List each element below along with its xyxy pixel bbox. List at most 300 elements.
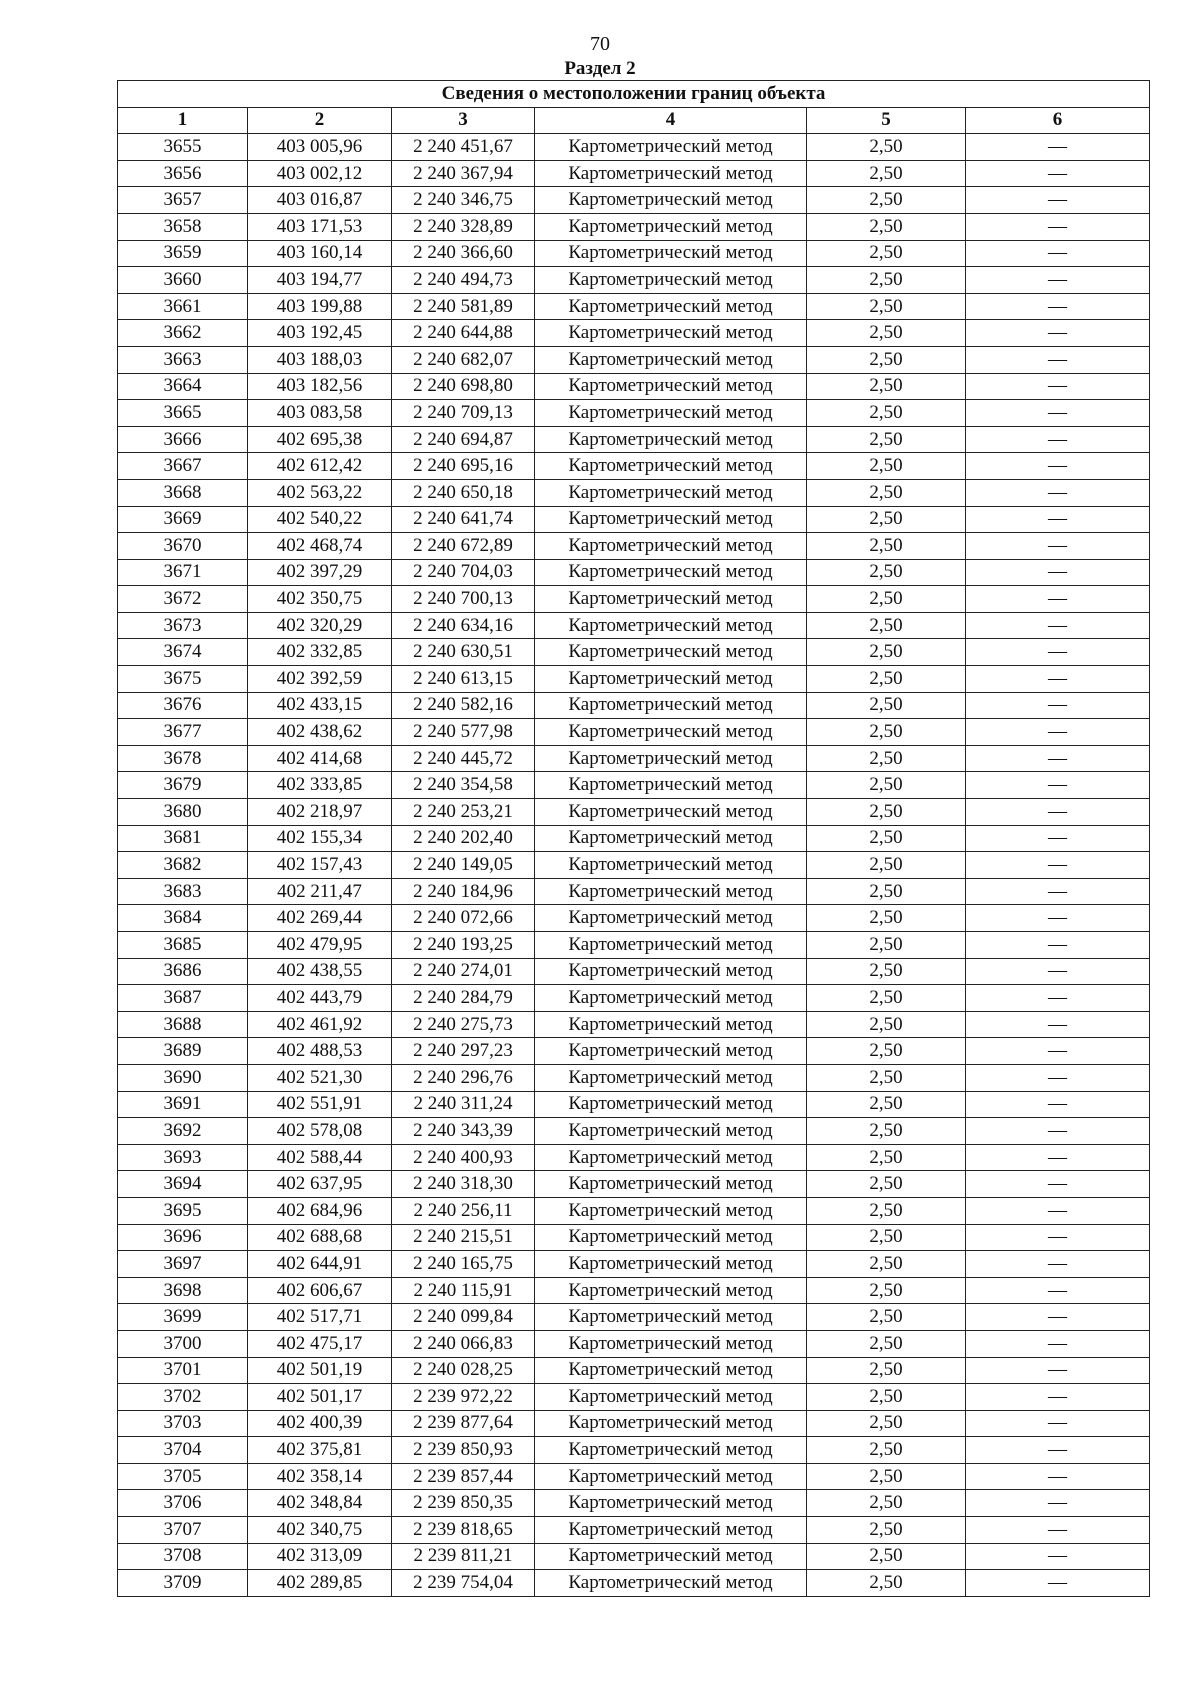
point-number-cell: 3660 <box>118 267 248 294</box>
note-cell: — <box>966 1410 1150 1437</box>
table-row <box>118 1490 1150 1517</box>
accuracy-cell: 2,50 <box>807 799 966 826</box>
note-cell: — <box>966 1224 1150 1251</box>
coord-x-cell: 402 606,67 <box>248 1277 392 1304</box>
point-number-cell: 3697 <box>118 1251 248 1278</box>
accuracy-cell: 2,50 <box>807 1490 966 1517</box>
coord-x-cell: 402 517,71 <box>248 1304 392 1331</box>
table-row <box>118 958 1150 985</box>
method-cell: Картометрический метод <box>535 1330 807 1357</box>
coord-x-cell: 402 358,14 <box>248 1463 392 1490</box>
accuracy-cell: 2,50 <box>807 932 966 959</box>
point-number-cell: 3665 <box>118 400 248 427</box>
note-cell: — <box>966 825 1150 852</box>
method-cell: Картометрический метод <box>535 1038 807 1065</box>
coord-x-cell: 402 488,53 <box>248 1038 392 1065</box>
accuracy-cell: 2,50 <box>807 772 966 799</box>
coord-y-cell: 2 240 296,76 <box>392 1064 535 1091</box>
accuracy-cell: 2,50 <box>807 533 966 560</box>
table-row <box>118 852 1150 879</box>
accuracy-cell: 2,50 <box>807 719 966 746</box>
accuracy-cell: 2,50 <box>807 878 966 905</box>
method-cell: Картометрический метод <box>535 1517 807 1544</box>
point-number-cell: 3661 <box>118 293 248 320</box>
table-row <box>118 1357 1150 1384</box>
coord-y-cell: 2 239 850,93 <box>392 1437 535 1464</box>
coordinates-table <box>117 80 1150 1597</box>
note-cell: — <box>966 346 1150 373</box>
coord-y-cell: 2 239 811,21 <box>392 1543 535 1570</box>
table-caption-row <box>118 81 1150 108</box>
coord-x-cell: 402 443,79 <box>248 985 392 1012</box>
table-row <box>118 1463 1150 1490</box>
coord-y-cell: 2 240 202,40 <box>392 825 535 852</box>
table-row <box>118 1517 1150 1544</box>
accuracy-cell: 2,50 <box>807 1144 966 1171</box>
coord-x-cell: 403 188,03 <box>248 346 392 373</box>
method-cell: Картометрический метод <box>535 559 807 586</box>
table-row <box>118 1064 1150 1091</box>
method-cell: Картометрический метод <box>535 1118 807 1145</box>
coord-x-cell: 402 211,47 <box>248 878 392 905</box>
note-cell: — <box>966 1384 1150 1411</box>
method-cell: Картометрический метод <box>535 373 807 400</box>
accuracy-cell: 2,50 <box>807 1091 966 1118</box>
coord-y-cell: 2 240 672,89 <box>392 533 535 560</box>
table-caption: Сведения о местоположении границ объекта <box>118 81 1150 108</box>
column-header-3: 3 <box>392 107 535 134</box>
note-cell: — <box>966 1463 1150 1490</box>
coord-y-cell: 2 240 099,84 <box>392 1304 535 1331</box>
table-row <box>118 1410 1150 1437</box>
note-cell: — <box>966 533 1150 560</box>
point-number-cell: 3698 <box>118 1277 248 1304</box>
table-row <box>118 1543 1150 1570</box>
table-row <box>118 506 1150 533</box>
accuracy-cell: 2,50 <box>807 1171 966 1198</box>
method-cell: Картометрический метод <box>535 586 807 613</box>
column-header-2: 2 <box>248 107 392 134</box>
coord-x-cell: 403 182,56 <box>248 373 392 400</box>
note-cell: — <box>966 1490 1150 1517</box>
method-cell: Картометрический метод <box>535 1357 807 1384</box>
coord-y-cell: 2 240 354,58 <box>392 772 535 799</box>
note-cell: — <box>966 1171 1150 1198</box>
point-number-cell: 3680 <box>118 799 248 826</box>
coord-y-cell: 2 240 577,98 <box>392 719 535 746</box>
accuracy-cell: 2,50 <box>807 479 966 506</box>
coord-y-cell: 2 240 700,13 <box>392 586 535 613</box>
method-cell: Картометрический метод <box>535 1144 807 1171</box>
note-cell: — <box>966 958 1150 985</box>
table-row <box>118 1570 1150 1597</box>
note-cell: — <box>966 134 1150 161</box>
method-cell: Картометрический метод <box>535 692 807 719</box>
coord-x-cell: 402 433,15 <box>248 692 392 719</box>
accuracy-cell: 2,50 <box>807 346 966 373</box>
note-cell: — <box>966 1144 1150 1171</box>
table-row <box>118 639 1150 666</box>
coord-x-cell: 402 612,42 <box>248 453 392 480</box>
coord-y-cell: 2 240 346,75 <box>392 187 535 214</box>
note-cell: — <box>966 1517 1150 1544</box>
coord-y-cell: 2 240 366,60 <box>392 240 535 267</box>
method-cell: Картометрический метод <box>535 825 807 852</box>
table-row <box>118 1171 1150 1198</box>
method-cell: Картометрический метод <box>535 506 807 533</box>
method-cell: Картометрический метод <box>535 1570 807 1597</box>
coord-x-cell: 403 192,45 <box>248 320 392 347</box>
point-number-cell: 3678 <box>118 745 248 772</box>
accuracy-cell: 2,50 <box>807 506 966 533</box>
note-cell: — <box>966 1543 1150 1570</box>
point-number-cell: 3686 <box>118 958 248 985</box>
note-cell: — <box>966 799 1150 826</box>
coord-y-cell: 2 240 704,03 <box>392 559 535 586</box>
note-cell: — <box>966 772 1150 799</box>
table-row <box>118 586 1150 613</box>
note-cell: — <box>966 267 1150 294</box>
method-cell: Картометрический метод <box>535 719 807 746</box>
point-number-cell: 3671 <box>118 559 248 586</box>
note-cell: — <box>966 692 1150 719</box>
coord-y-cell: 2 240 253,21 <box>392 799 535 826</box>
note-cell: — <box>966 666 1150 693</box>
note-cell: — <box>966 719 1150 746</box>
method-cell: Картометрический метод <box>535 426 807 453</box>
method-cell: Картометрический метод <box>535 1197 807 1224</box>
method-cell: Картометрический метод <box>535 799 807 826</box>
point-number-cell: 3681 <box>118 825 248 852</box>
table-row <box>118 1011 1150 1038</box>
coord-x-cell: 402 289,85 <box>248 1570 392 1597</box>
coord-y-cell: 2 240 644,88 <box>392 320 535 347</box>
coord-x-cell: 402 400,39 <box>248 1410 392 1437</box>
method-cell: Картометрический метод <box>535 1277 807 1304</box>
point-number-cell: 3685 <box>118 932 248 959</box>
method-cell: Картометрический метод <box>535 1463 807 1490</box>
table-row <box>118 559 1150 586</box>
point-number-cell: 3706 <box>118 1490 248 1517</box>
coord-y-cell: 2 240 275,73 <box>392 1011 535 1038</box>
coord-x-cell: 403 160,14 <box>248 240 392 267</box>
coord-x-cell: 403 171,53 <box>248 213 392 240</box>
coord-x-cell: 402 540,22 <box>248 506 392 533</box>
point-number-cell: 3683 <box>118 878 248 905</box>
point-number-cell: 3709 <box>118 1570 248 1597</box>
note-cell: — <box>966 1064 1150 1091</box>
point-number-cell: 3690 <box>118 1064 248 1091</box>
coord-y-cell: 2 240 445,72 <box>392 745 535 772</box>
method-cell: Картометрический метод <box>535 134 807 161</box>
table-row <box>118 932 1150 959</box>
note-cell: — <box>966 612 1150 639</box>
point-number-cell: 3679 <box>118 772 248 799</box>
point-number-cell: 3666 <box>118 426 248 453</box>
accuracy-cell: 2,50 <box>807 453 966 480</box>
note-cell: — <box>966 479 1150 506</box>
point-number-cell: 3707 <box>118 1517 248 1544</box>
point-number-cell: 3667 <box>118 453 248 480</box>
coord-y-cell: 2 240 634,16 <box>392 612 535 639</box>
coord-x-cell: 402 269,44 <box>248 905 392 932</box>
coord-x-cell: 402 475,17 <box>248 1330 392 1357</box>
method-cell: Картометрический метод <box>535 1251 807 1278</box>
point-number-cell: 3694 <box>118 1171 248 1198</box>
coord-y-cell: 2 240 695,16 <box>392 453 535 480</box>
column-header-4: 4 <box>535 107 807 134</box>
accuracy-cell: 2,50 <box>807 1437 966 1464</box>
note-cell: — <box>966 932 1150 959</box>
point-number-cell: 3664 <box>118 373 248 400</box>
coord-x-cell: 402 501,17 <box>248 1384 392 1411</box>
table-row <box>118 346 1150 373</box>
coord-x-cell: 402 320,29 <box>248 612 392 639</box>
method-cell: Картометрический метод <box>535 745 807 772</box>
table-row <box>118 905 1150 932</box>
point-number-cell: 3672 <box>118 586 248 613</box>
coord-x-cell: 403 005,96 <box>248 134 392 161</box>
column-header-5: 5 <box>807 107 966 134</box>
method-cell: Картометрический метод <box>535 932 807 959</box>
point-number-cell: 3691 <box>118 1091 248 1118</box>
coord-y-cell: 2 239 857,44 <box>392 1463 535 1490</box>
coord-y-cell: 2 240 650,18 <box>392 479 535 506</box>
coord-y-cell: 2 240 149,05 <box>392 852 535 879</box>
coord-x-cell: 402 521,30 <box>248 1064 392 1091</box>
method-cell: Картометрический метод <box>535 1171 807 1198</box>
accuracy-cell: 2,50 <box>807 1064 966 1091</box>
coord-x-cell: 403 199,88 <box>248 293 392 320</box>
table-row <box>118 1330 1150 1357</box>
method-cell: Картометрический метод <box>535 1011 807 1038</box>
point-number-cell: 3676 <box>118 692 248 719</box>
coord-y-cell: 2 240 698,80 <box>392 373 535 400</box>
point-number-cell: 3696 <box>118 1224 248 1251</box>
point-number-cell: 3695 <box>118 1197 248 1224</box>
note-cell: — <box>966 586 1150 613</box>
point-number-cell: 3702 <box>118 1384 248 1411</box>
coord-x-cell: 402 392,59 <box>248 666 392 693</box>
table-row <box>118 160 1150 187</box>
page-number: 70 <box>590 33 610 55</box>
accuracy-cell: 2,50 <box>807 213 966 240</box>
method-cell: Картометрический метод <box>535 213 807 240</box>
point-number-cell: 3669 <box>118 506 248 533</box>
point-number-cell: 3673 <box>118 612 248 639</box>
accuracy-cell: 2,50 <box>807 1038 966 1065</box>
table-row <box>118 1304 1150 1331</box>
table-row <box>118 1038 1150 1065</box>
method-cell: Картометрический метод <box>535 905 807 932</box>
coord-y-cell: 2 239 818,65 <box>392 1517 535 1544</box>
coord-x-cell: 402 468,74 <box>248 533 392 560</box>
table-row <box>118 453 1150 480</box>
method-cell: Картометрический метод <box>535 852 807 879</box>
point-number-cell: 3677 <box>118 719 248 746</box>
coord-x-cell: 402 157,43 <box>248 852 392 879</box>
table-row <box>118 799 1150 826</box>
table-row <box>118 878 1150 905</box>
accuracy-cell: 2,50 <box>807 1384 966 1411</box>
table-row <box>118 373 1150 400</box>
coord-x-cell: 402 684,96 <box>248 1197 392 1224</box>
point-number-cell: 3684 <box>118 905 248 932</box>
coord-y-cell: 2 240 184,96 <box>392 878 535 905</box>
note-cell: — <box>966 559 1150 586</box>
method-cell: Картометрический метод <box>535 639 807 666</box>
table-row <box>118 666 1150 693</box>
note-cell: — <box>966 905 1150 932</box>
coord-x-cell: 402 333,85 <box>248 772 392 799</box>
method-cell: Картометрический метод <box>535 187 807 214</box>
accuracy-cell: 2,50 <box>807 1357 966 1384</box>
table-row <box>118 1437 1150 1464</box>
accuracy-cell: 2,50 <box>807 400 966 427</box>
coord-y-cell: 2 240 115,91 <box>392 1277 535 1304</box>
table-row <box>118 213 1150 240</box>
coord-y-cell: 2 240 494,73 <box>392 267 535 294</box>
accuracy-cell: 2,50 <box>807 1410 966 1437</box>
coord-y-cell: 2 240 694,87 <box>392 426 535 453</box>
coord-x-cell: 402 340,75 <box>248 1517 392 1544</box>
method-cell: Картометрический метод <box>535 267 807 294</box>
method-cell: Картометрический метод <box>535 240 807 267</box>
table-row <box>118 1224 1150 1251</box>
point-number-cell: 3662 <box>118 320 248 347</box>
method-cell: Картометрический метод <box>535 1437 807 1464</box>
accuracy-cell: 2,50 <box>807 134 966 161</box>
accuracy-cell: 2,50 <box>807 745 966 772</box>
accuracy-cell: 2,50 <box>807 267 966 294</box>
coord-y-cell: 2 240 682,07 <box>392 346 535 373</box>
coord-x-cell: 402 332,85 <box>248 639 392 666</box>
coord-y-cell: 2 240 284,79 <box>392 985 535 1012</box>
column-header-1: 1 <box>118 107 248 134</box>
point-number-cell: 3659 <box>118 240 248 267</box>
note-cell: — <box>966 1197 1150 1224</box>
coord-x-cell: 402 438,62 <box>248 719 392 746</box>
coord-y-cell: 2 240 630,51 <box>392 639 535 666</box>
method-cell: Картометрический метод <box>535 453 807 480</box>
coord-x-cell: 402 644,91 <box>248 1251 392 1278</box>
accuracy-cell: 2,50 <box>807 1517 966 1544</box>
method-cell: Картометрический метод <box>535 666 807 693</box>
note-cell: — <box>966 506 1150 533</box>
table-row <box>118 1091 1150 1118</box>
method-cell: Картометрический метод <box>535 1543 807 1570</box>
table-row <box>118 400 1150 427</box>
accuracy-cell: 2,50 <box>807 1277 966 1304</box>
coord-y-cell: 2 240 193,25 <box>392 932 535 959</box>
accuracy-cell: 2,50 <box>807 692 966 719</box>
coord-x-cell: 402 313,09 <box>248 1543 392 1570</box>
coord-x-cell: 402 688,68 <box>248 1224 392 1251</box>
note-cell: — <box>966 453 1150 480</box>
coord-x-cell: 402 348,84 <box>248 1490 392 1517</box>
coord-x-cell: 402 563,22 <box>248 479 392 506</box>
table-row <box>118 1144 1150 1171</box>
point-number-cell: 3663 <box>118 346 248 373</box>
accuracy-cell: 2,50 <box>807 1011 966 1038</box>
coord-y-cell: 2 240 451,67 <box>392 134 535 161</box>
coord-x-cell: 402 637,95 <box>248 1171 392 1198</box>
column-header-6: 6 <box>966 107 1150 134</box>
coord-y-cell: 2 240 582,16 <box>392 692 535 719</box>
note-cell: — <box>966 293 1150 320</box>
coord-x-cell: 402 479,95 <box>248 932 392 959</box>
table-row <box>118 825 1150 852</box>
coord-y-cell: 2 240 311,24 <box>392 1091 535 1118</box>
table-row <box>118 772 1150 799</box>
accuracy-cell: 2,50 <box>807 1463 966 1490</box>
note-cell: — <box>966 187 1150 214</box>
note-cell: — <box>966 160 1150 187</box>
accuracy-cell: 2,50 <box>807 852 966 879</box>
table-row <box>118 612 1150 639</box>
accuracy-cell: 2,50 <box>807 320 966 347</box>
note-cell: — <box>966 1091 1150 1118</box>
point-number-cell: 3658 <box>118 213 248 240</box>
note-cell: — <box>966 1304 1150 1331</box>
point-number-cell: 3692 <box>118 1118 248 1145</box>
coord-x-cell: 402 695,38 <box>248 426 392 453</box>
accuracy-cell: 2,50 <box>807 1197 966 1224</box>
point-number-cell: 3670 <box>118 533 248 560</box>
coord-y-cell: 2 240 318,30 <box>392 1171 535 1198</box>
coord-x-cell: 402 350,75 <box>248 586 392 613</box>
accuracy-cell: 2,50 <box>807 426 966 453</box>
method-cell: Картометрический метод <box>535 320 807 347</box>
point-number-cell: 3689 <box>118 1038 248 1065</box>
point-number-cell: 3687 <box>118 985 248 1012</box>
note-cell: — <box>966 985 1150 1012</box>
coord-x-cell: 403 002,12 <box>248 160 392 187</box>
method-cell: Картометрический метод <box>535 772 807 799</box>
table-row <box>118 293 1150 320</box>
accuracy-cell: 2,50 <box>807 559 966 586</box>
accuracy-cell: 2,50 <box>807 825 966 852</box>
coord-y-cell: 2 240 028,25 <box>392 1357 535 1384</box>
point-number-cell: 3708 <box>118 1543 248 1570</box>
coord-y-cell: 2 239 754,04 <box>392 1570 535 1597</box>
table-row <box>118 1384 1150 1411</box>
method-cell: Картометрический метод <box>535 1410 807 1437</box>
coord-x-cell: 402 588,44 <box>248 1144 392 1171</box>
accuracy-cell: 2,50 <box>807 586 966 613</box>
coord-y-cell: 2 240 165,75 <box>392 1251 535 1278</box>
coord-y-cell: 2 240 641,74 <box>392 506 535 533</box>
table-row <box>118 426 1150 453</box>
accuracy-cell: 2,50 <box>807 1330 966 1357</box>
table-row <box>118 134 1150 161</box>
note-cell: — <box>966 1330 1150 1357</box>
table-row <box>118 1118 1150 1145</box>
table-row <box>118 985 1150 1012</box>
point-number-cell: 3701 <box>118 1357 248 1384</box>
note-cell: — <box>966 1570 1150 1597</box>
note-cell: — <box>966 213 1150 240</box>
method-cell: Картометрический метод <box>535 1091 807 1118</box>
coord-x-cell: 402 501,19 <box>248 1357 392 1384</box>
accuracy-cell: 2,50 <box>807 905 966 932</box>
note-cell: — <box>966 639 1150 666</box>
point-number-cell: 3674 <box>118 639 248 666</box>
accuracy-cell: 2,50 <box>807 1304 966 1331</box>
accuracy-cell: 2,50 <box>807 1224 966 1251</box>
coord-y-cell: 2 239 972,22 <box>392 1384 535 1411</box>
method-cell: Картометрический метод <box>535 400 807 427</box>
